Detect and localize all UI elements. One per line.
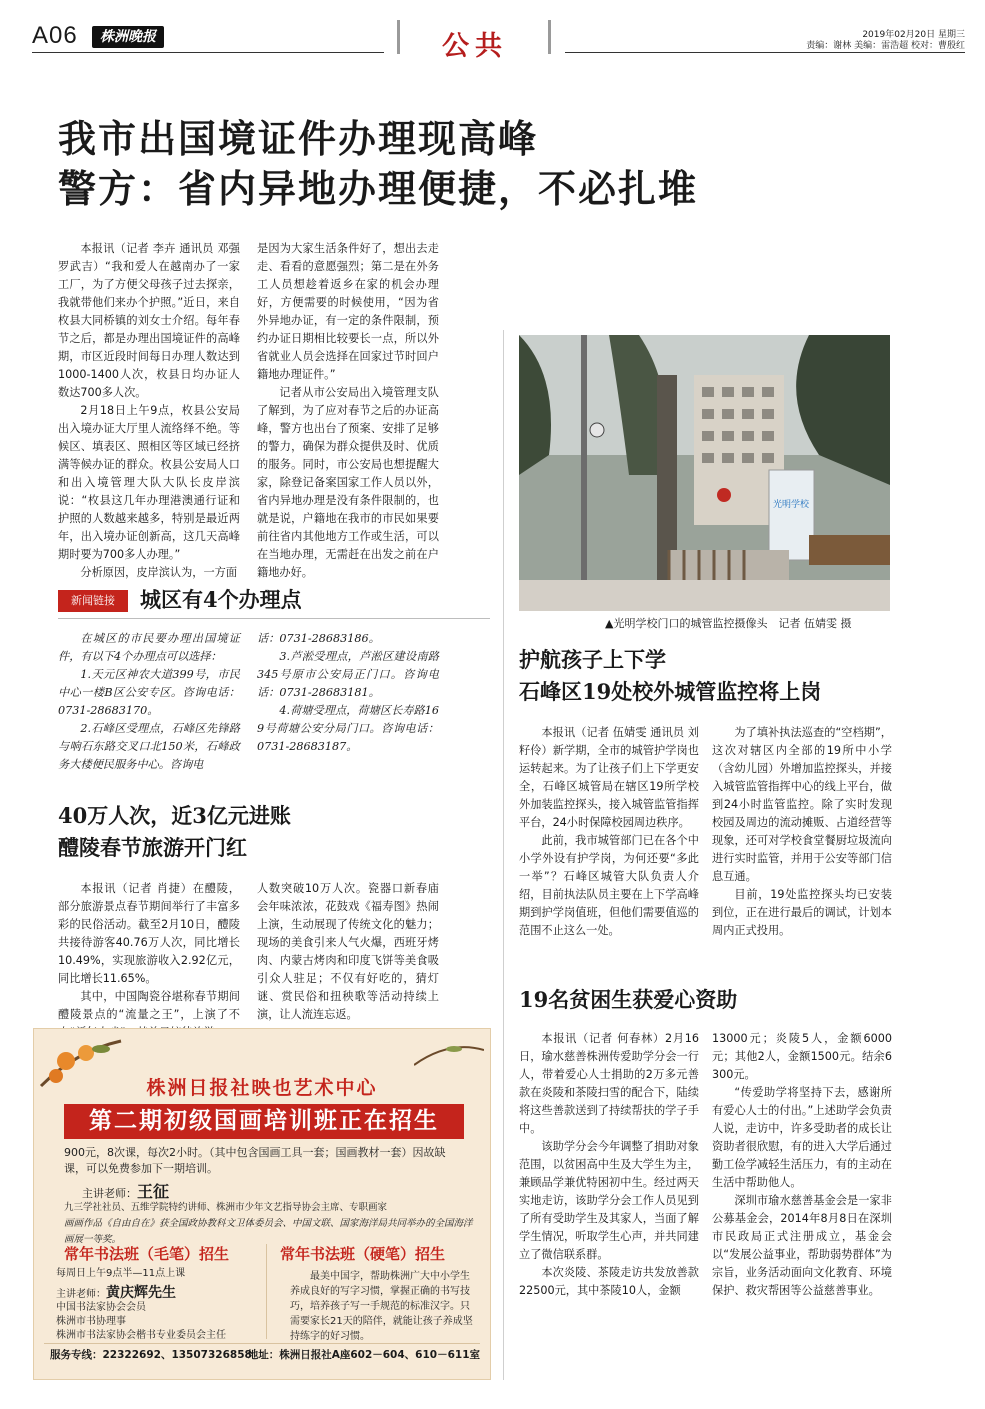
paragraph: 深圳市瑜水慈善基金会是一家非公募基金会，2014年8月8日在深圳市民政局正式注册成立，基金会以“发展公益事业，帮助弱势群体”为宗旨，业务活动面向文化教育、环境保护、救灾帮困等公益慈善事业。 [712, 1194, 892, 1297]
main-article-column-2 [257, 240, 439, 582]
guard-column-2 [712, 724, 892, 940]
ad-footer-rule [44, 1343, 480, 1344]
paragraph: 为了填补执法巡查的“空档期”，这次对辖区内全部的19所中小学（含幼儿园）外增加监控探头，并接入城管监管指挥中心的线上平台，做到24小时监管监控。除了实时发现校园及周边的流动摊贩、占道经营等现象，还可对学校食堂餐厨垃圾流向进行实时监管，并用于公安等部门信息互通。 [712, 726, 892, 883]
column-divider [503, 330, 504, 1380]
guard-headline: 护航孩子上下学 [519, 647, 666, 672]
paragraph: 分析原因，皮岸滨认为，一方面 [80, 566, 238, 579]
main-subheadline: 警方：省内异地办理便捷，不必扎堆 [58, 167, 699, 211]
school-gate-photo [519, 335, 890, 611]
ad-brush-teacher-desc [56, 1301, 226, 1343]
school-sign-text: 光明学校 [772, 500, 810, 510]
aid-column-1 [519, 1030, 699, 1300]
paragraph: 是因为大家生活条件好了，想出去走走、看看的意愿强烈；第二是在外务工人员想趁着返乡在家的机会办理好，方便需要的时候使用，“因为省外异地办证，有一定的条件限制，预约办证日期相比较要长一点，所以外省就业人员会选择在回家过节时回户籍地办理证件。” [257, 242, 439, 381]
decorative-branch-icon [414, 1035, 484, 1075]
paragraph: 在城区的市民要办理出国境证件，有以下4个办理点可以选择： [58, 632, 240, 663]
issue-date: 2019年02月20日 星期三 [862, 30, 965, 40]
ad-teacher-label: 主讲老师： [82, 1187, 137, 1200]
paragraph: 人数突破10万人次。瓷器口新春庙会年味浓浓，花鼓戏《福寿图》热闹上演，生动展现了传统文化的魅力；现场的美食引来人气火爆，西班牙烤肉、内蒙古烤肉和印度飞饼等美食吸引众人驻足；不仅有好吃的，猜灯谜、赏民俗和扭秧歌等活动持续上演，让人流连忘返。 [257, 882, 439, 1021]
ad-divider [266, 1244, 267, 1339]
ad-brush-teacher-line [56, 1282, 176, 1302]
paragraph: 目前，19处监控探头均已安装到位，正在进行最后的调试，计划本周内正式投用。 [712, 888, 892, 937]
art-class-advertisement [33, 1028, 491, 1380]
news-link-badge: 新闻链接 [58, 590, 128, 612]
header-divider-right [548, 20, 551, 54]
ad-brush-class-title: 常年书法班（毛笔）招生 [64, 1245, 230, 1263]
news-link-rule [58, 618, 490, 619]
header-rule-left [32, 52, 384, 53]
main-headline: 我市出国境证件办理现高峰 [58, 117, 539, 161]
header-divider-left [397, 20, 400, 54]
paragraph: 本次炎陵、茶陵走访共发放善款22500元，其中茶陵10人，金额 [519, 1266, 699, 1297]
ad-teacher-award: 画画作品《自由自在》获全国政协教科文卫体委员会、中国文联、国家海洋局共同举办的全国海洋画展一等奖。 [64, 1218, 473, 1245]
paragraph: 4.荷塘受理点，荷塘区长寿路169号荷塘公安分局门口。咨询电话：0731-28683187。 [257, 704, 439, 753]
news-link-title: 城区有4个办理点 [140, 587, 302, 612]
ad-credential: 株洲市书协理事 [56, 1316, 126, 1327]
ad-brush-teacher-label: 主讲老师： [56, 1289, 106, 1300]
paragraph: 2月18日上午9点，枚县公安局出入境办证大厅里人流络绎不绝。等候区、填表区、照相区等区域已经挤满等候办证的群众。枚县公安局人口和出入境管理大队大队长皮岸滨说：“枚县这几年办理港澳通行证和护照的人数越来越多，特别是最近两年，出入境办证创新高，这几天高峰期时要为700多人办理。” [58, 404, 240, 561]
ad-pen-class-desc: 最美中国字，帮助株洲广大中小学生养成良好的写字习惯，掌握正确的书写技巧，培养孩子写一手规范的标准汉字。只需要家长21天的陪伴，就能让孩子养成坚持练字的好习惯。 [290, 1271, 473, 1342]
paragraph: 记者从市公安局出入境管理支队了解到，为了应对春节之后的办证高峰，警方也出台了预案、安排了足够的警力，确保为群众提供及时、优质的服务。同时，市公安局也想提醒大家，除登记备案国家工作人员以外，省内异地办理是没有条件限制的，也就是说，户籍地在我市的市民如果要前往省内其他地方工作或生活，可以在当地办理，无需赶在出发之前在户籍地办好。 [257, 386, 439, 579]
ad-teacher-desc: 九三学社社员、五维学院特约讲师、株洲市少年文艺指导协会主席、专职画家 [64, 1202, 388, 1213]
paragraph: 本报讯（记者 何春林）2月16日，瑜水慈善株洲传爱助学分会一行人，带着爱心人士捐助的2万多元善款在炎陵和茶陵扫雪的配合下，陆续将这些善款送到了持续帮扶的学子手中。 [519, 1032, 699, 1135]
paragraph: 本报讯（记者 肖捷）在醴陵，部分旅游景点春节期间举行了丰富多彩的民俗活动。截至2月10日，醴陵共接待游客40.76万人次，同比增长10.49%，实现旅游收入2.92亿元，同比增长11.65%。 [58, 882, 240, 985]
paragraph: 1.天元区神农大道399号，市民中心一楼B区公安专区。咨询电话：0731-28683170。 [58, 668, 240, 717]
editor-credits: 责编：谢林 美编：雷浩超 校对：曹殷红 [806, 41, 965, 51]
tourism-subheadline: 醴陵春节旅游开门红 [58, 835, 247, 860]
photo-illustration [519, 335, 890, 611]
paragraph: 该助学分会今年调整了捐助对象范围，以贫困高中生及大学生为主，兼顾品学兼优特困初中生。经过两天实地走访，该助学分会工作人员见到了所有受助学生及其家人，当面了解学生情况，听取学生心声，并共同建立了微信联系群。 [519, 1140, 699, 1261]
main-article-column-1 [58, 240, 240, 582]
ad-address: 地址：株洲日报社A座602－604、610－611室 [247, 1349, 480, 1361]
ad-teacher-name: 王征 [137, 1182, 170, 1201]
ad-teacher-line [82, 1179, 169, 1202]
paragraph: 本报讯（记者 李卉 通讯员 邓强 罗武吉）“我和爱人在越南办了一家工厂，为了方便父母孩子过去探亲，我就带他们来办个护照。”近日，来自枚县大同桥镇的刘女士介绍。每年春节之后，都是办理出国境证件的高峰期，市区近段时间每日办理人数达到1000-1400人次，枚县日均办证人数达700多人次。 [58, 242, 240, 399]
ad-organizer: 株洲日报社映也艺术中心 [146, 1077, 378, 1099]
guard-column-1 [519, 724, 699, 940]
aid-headline: 19名贫困生获爱心资助 [519, 987, 738, 1012]
paragraph: 话：0731-28683186。 [257, 632, 380, 645]
paragraph: “传爱助学将坚持下去，感谢所有爱心人士的付出。”上述助学会负责人说，走访中，许多受助者的成长让资助者很欣慰，有的进入大学后通过勤工俭学减轻生活压力，有的主动在生活中帮助他人。 [712, 1086, 892, 1189]
header-rule-right [565, 52, 965, 53]
section-title: 公共 [442, 31, 508, 62]
tourism-column-1 [58, 880, 240, 1042]
page-number: A06 [32, 22, 78, 49]
ad-banner: 第二期初级国画培训班正在招生 [64, 1104, 464, 1139]
ad-brush-teacher-name: 黄庆辉先生 [106, 1285, 176, 1301]
newspaper-logo: 株洲晚报 [92, 26, 164, 48]
photo-caption: ▲光明学校门口的城管监控摄像头 记者 伍婧雯 摄 [605, 617, 852, 630]
aid-column-2 [712, 1030, 892, 1300]
guard-subheadline: 石峰区19处校外城管监控将上岗 [519, 679, 822, 704]
ad-brush-class-time: 每周日上午9点半—11点上课 [56, 1268, 186, 1279]
news-link-column-1 [58, 630, 240, 774]
ad-credential: 中国书法家协会会员 [56, 1302, 146, 1313]
paragraph: 此前，我市城管部门已在各个中小学外设有护学岗，为何还要“多此一举”？石峰区城管大队负责人介绍，目前执法队员主要在上下学高峰期到护学岗值班，但他们需要值巡的范围不止这么一处。 [519, 834, 699, 937]
paragraph: 2.石峰区受理点，石峰区先锋路与响石东路交叉口北150米，石峰政务大楼便民服务中心。咨询电 [58, 722, 240, 771]
paragraph: 其中，中国陶瓷谷堪称春节期间醴陵景点的“流量之王”，上演了不 [58, 990, 240, 1021]
tourism-column-2 [257, 880, 439, 1024]
ad-pen-class-title: 常年书法班（硬笔）招生 [280, 1245, 446, 1263]
tourism-headline: 40万人次，近3亿元进账 [58, 803, 291, 828]
news-link-column-2 [257, 630, 439, 756]
ad-intro: 900元，8次课，每次2小时。（其中包含国画工具一套；国画教材一套）因故缺课，可以免费参加下一期培训。 [64, 1146, 446, 1175]
ad-footer [50, 1347, 480, 1362]
ad-hotline: 服务专线：22322692、13507326858 [50, 1349, 252, 1361]
ad-credential: 株洲市书法家协会楷书专业委员会主任 [56, 1330, 226, 1341]
paragraph: 13000元；炎陵5人，金额6000元；其他2人，金额1500元。结余6300元。 [712, 1032, 892, 1081]
paragraph: 3.芦淞受理点，芦淞区建设南路345号原市公安局正门口。咨询电话：0731-28683181。 [257, 650, 439, 699]
paragraph: 本报讯（记者 伍婧雯 通讯员 刘籽伶）新学期，全市的城管护学岗也运转起来。为了让孩子们上下学更安全，石峰区城管局在辖区19所学校外加装监控探头，接入城管监管指挥平台，24小时保障校园周边秩序。 [519, 726, 699, 829]
